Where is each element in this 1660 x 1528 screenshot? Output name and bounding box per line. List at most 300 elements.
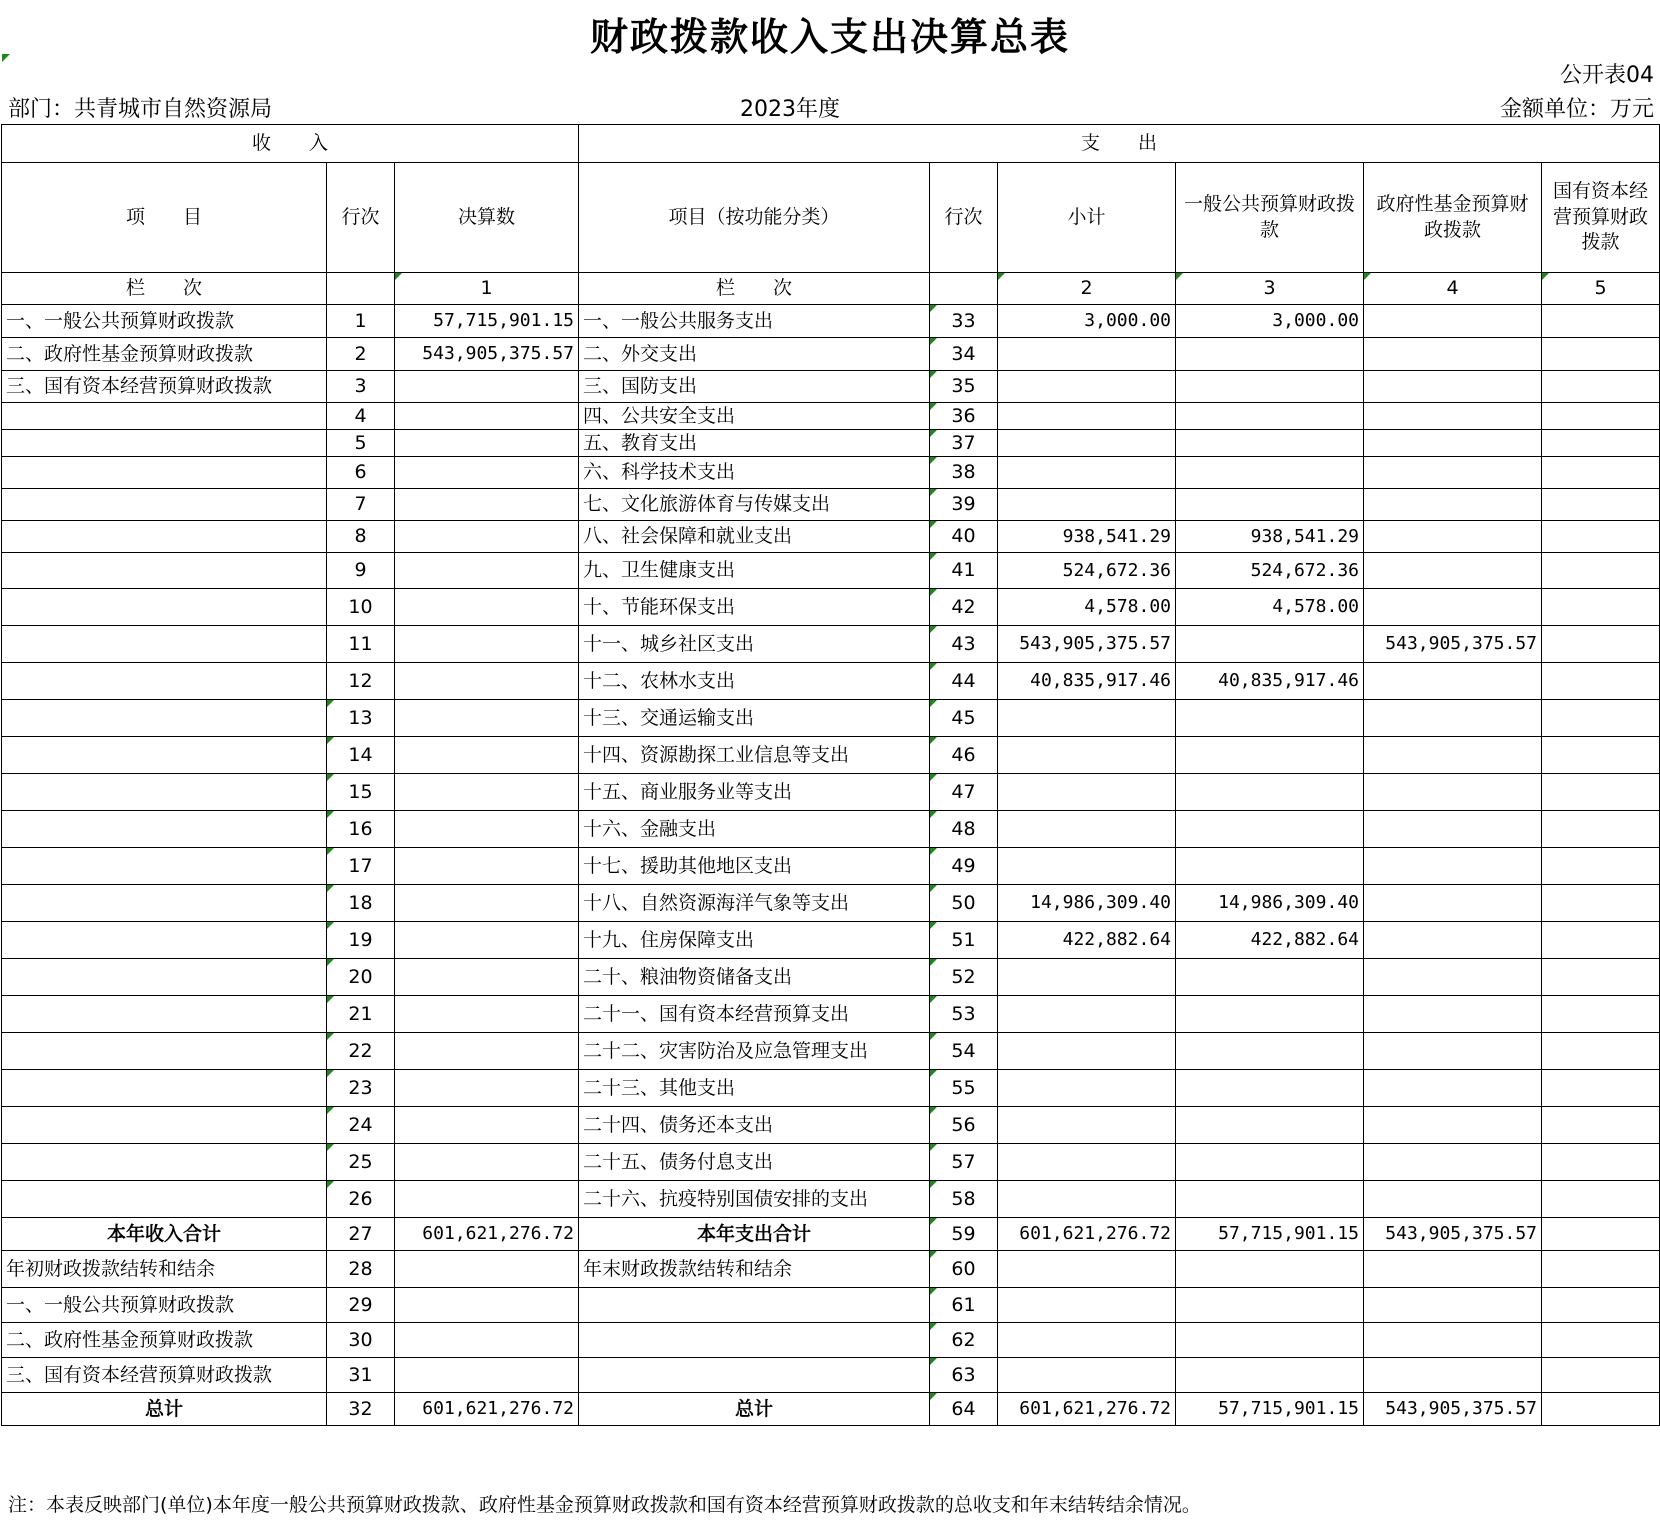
general-budget-cell: [1176, 1358, 1364, 1393]
income-item: [2, 403, 327, 430]
income-row-no: 29: [327, 1288, 395, 1323]
income-amount: [395, 959, 579, 996]
income-item: 总计: [2, 1393, 327, 1426]
general-budget-cell: [1176, 1107, 1364, 1144]
table-row: [2, 1358, 1660, 1393]
expense-item: 十五、商业服务业等支出: [579, 774, 930, 811]
expense-item: 十、节能环保支出: [579, 589, 930, 626]
expense-item: 六、科学技术支出: [579, 457, 930, 489]
gov-fund-cell: [1364, 774, 1542, 811]
expense-item: 十四、资源勘探工业信息等支出: [579, 737, 930, 774]
gov-fund-cell: [1364, 457, 1542, 489]
income-amount: [395, 885, 579, 922]
income-row-no: 22: [327, 1033, 395, 1070]
income-row-no: 31: [327, 1358, 395, 1393]
expense-row-no: 55: [930, 1070, 998, 1107]
income-row-no: 25: [327, 1144, 395, 1181]
gov-fund-cell: [1364, 1107, 1542, 1144]
income-item: [2, 1033, 327, 1070]
subtotal-cell: [998, 1251, 1176, 1288]
general-budget-cell: 938,541.29: [1176, 521, 1364, 553]
expense-item: 二、外交支出: [579, 338, 930, 371]
gov-fund-cell: [1364, 1070, 1542, 1107]
table-row: [2, 700, 1660, 737]
income-item: [2, 1070, 327, 1107]
general-budget-cell: [1176, 1323, 1364, 1358]
gov-fund-cell: [1364, 1251, 1542, 1288]
income-amount: [395, 626, 579, 663]
income-item: 一、一般公共预算财政拨款: [2, 1288, 327, 1323]
expense-row-no: 44: [930, 663, 998, 700]
table-row: [2, 457, 1660, 489]
table-row: [2, 305, 1660, 338]
expense-row-no: 53: [930, 996, 998, 1033]
income-amount: [395, 700, 579, 737]
income-item: [2, 922, 327, 959]
expense-row-no: 62: [930, 1323, 998, 1358]
subtotal-cell: 40,835,917.46: [998, 663, 1176, 700]
income-row-no: 32: [327, 1393, 395, 1426]
income-row-no: 18: [327, 885, 395, 922]
state-capital-cell: [1542, 489, 1660, 521]
state-capital-cell: [1542, 457, 1660, 489]
income-amount: 57,715,901.15: [395, 305, 579, 338]
expense-row-no: 45: [930, 700, 998, 737]
expense-row-no: 57: [930, 1144, 998, 1181]
expense-row-no: 38: [930, 457, 998, 489]
expense-row-no: 54: [930, 1033, 998, 1070]
income-item: [2, 848, 327, 885]
income-amount: [395, 371, 579, 403]
department-label: 部门：共青城市自然资源局: [8, 97, 273, 122]
gov-fund-cell: [1364, 305, 1542, 338]
general-budget-cell: [1176, 489, 1364, 521]
table-row: [2, 1144, 1660, 1181]
subtotal-cell: 543,905,375.57: [998, 626, 1176, 663]
column-index-row: [2, 273, 1660, 305]
table-row: [2, 403, 1660, 430]
gov-fund-cell: [1364, 589, 1542, 626]
expense-item: [579, 1323, 930, 1358]
expense-item: 总计: [579, 1393, 930, 1426]
income-amount: [395, 403, 579, 430]
income-amount: [395, 1107, 579, 1144]
income-row-no: 2: [327, 338, 395, 371]
header-amount: 决算数: [395, 163, 579, 273]
expense-item: [579, 1358, 930, 1393]
income-row-no: 5: [327, 430, 395, 457]
header-general-budget: 一般公共预算财政拨款: [1176, 163, 1364, 273]
income-item: 二、政府性基金预算财政拨款: [2, 338, 327, 371]
income-row-no: 6: [327, 457, 395, 489]
subtotal-cell: [998, 1288, 1176, 1323]
subtotal-cell: 601,621,276.72: [998, 1218, 1176, 1251]
expense-row-no: 48: [930, 811, 998, 848]
subtotal-cell: [998, 489, 1176, 521]
income-item: [2, 885, 327, 922]
header-subtotal: 小计: [998, 163, 1176, 273]
subtotal-cell: 422,882.64: [998, 922, 1176, 959]
expense-item: 十六、金融支出: [579, 811, 930, 848]
general-budget-cell: [1176, 626, 1364, 663]
table-row: [2, 589, 1660, 626]
expense-row-no: 43: [930, 626, 998, 663]
income-row-no: 27: [327, 1218, 395, 1251]
expense-item: 二十二、灾害防治及应急管理支出: [579, 1033, 930, 1070]
expense-row-no: 33: [930, 305, 998, 338]
state-capital-cell: [1542, 589, 1660, 626]
expense-row-no: 64: [930, 1393, 998, 1426]
income-row-no: 21: [327, 996, 395, 1033]
income-item: [2, 663, 327, 700]
state-capital-cell: [1542, 996, 1660, 1033]
expense-item: 本年支出合计: [579, 1218, 930, 1251]
general-budget-cell: 524,672.36: [1176, 553, 1364, 589]
subtotal-cell: [998, 811, 1176, 848]
gov-fund-cell: [1364, 371, 1542, 403]
col-index-3: 3: [1176, 273, 1364, 305]
col-empty-2: [930, 273, 998, 305]
income-amount: [395, 1181, 579, 1218]
income-row-no: 17: [327, 848, 395, 885]
gov-fund-cell: [1364, 663, 1542, 700]
col-label: 栏 次: [2, 273, 327, 305]
expense-item: 年末财政拨款结转和结余: [579, 1251, 930, 1288]
gov-fund-cell: [1364, 1358, 1542, 1393]
expense-item: 五、教育支出: [579, 430, 930, 457]
expense-row-no: 50: [930, 885, 998, 922]
general-budget-cell: [1176, 1288, 1364, 1323]
table-row: [2, 1181, 1660, 1218]
income-item: [2, 811, 327, 848]
expense-item: 二十五、债务付息支出: [579, 1144, 930, 1181]
expense-row-no: 42: [930, 589, 998, 626]
column-header-row: [2, 163, 1660, 273]
general-budget-cell: [1176, 1070, 1364, 1107]
state-capital-cell: [1542, 663, 1660, 700]
income-amount: [395, 521, 579, 553]
income-row-no: 11: [327, 626, 395, 663]
expense-row-no: 40: [930, 521, 998, 553]
income-row-no: 13: [327, 700, 395, 737]
general-budget-cell: [1176, 457, 1364, 489]
page-title: 财政拨款收入支出决算总表: [589, 15, 1070, 59]
income-row-no: 14: [327, 737, 395, 774]
general-budget-cell: [1176, 1251, 1364, 1288]
general-budget-cell: 14,986,309.40: [1176, 885, 1364, 922]
col-index-1: 1: [395, 273, 579, 305]
col-label-2: 栏 次: [579, 273, 930, 305]
table-row: [2, 338, 1660, 371]
state-capital-cell: [1542, 1144, 1660, 1181]
general-budget-cell: 4,578.00: [1176, 589, 1364, 626]
income-item: [2, 521, 327, 553]
expense-row-no: 52: [930, 959, 998, 996]
expense-item: 八、社会保障和就业支出: [579, 521, 930, 553]
state-capital-cell: [1542, 1358, 1660, 1393]
income-amount: [395, 848, 579, 885]
subtotal-cell: [998, 774, 1176, 811]
general-budget-cell: [1176, 1181, 1364, 1218]
income-item: [2, 1181, 327, 1218]
income-row-no: 3: [327, 371, 395, 403]
general-budget-cell: [1176, 959, 1364, 996]
gov-fund-cell: [1364, 1288, 1542, 1323]
income-row-no: 7: [327, 489, 395, 521]
income-amount: 601,621,276.72: [395, 1218, 579, 1251]
income-item: [2, 589, 327, 626]
gov-fund-cell: [1364, 848, 1542, 885]
table-row: [2, 1070, 1660, 1107]
income-row-no: 20: [327, 959, 395, 996]
state-capital-cell: [1542, 737, 1660, 774]
income-amount: 543,905,375.57: [395, 338, 579, 371]
gov-fund-cell: 543,905,375.57: [1364, 1393, 1542, 1426]
income-item: [2, 996, 327, 1033]
income-amount: [395, 553, 579, 589]
general-budget-cell: [1176, 774, 1364, 811]
expense-row-no: 61: [930, 1288, 998, 1323]
gov-fund-cell: [1364, 553, 1542, 589]
expense-item: 一、一般公共服务支出: [579, 305, 930, 338]
header-gov-fund: 政府性基金预算财政拨款: [1364, 163, 1542, 273]
expense-item: 四、公共安全支出: [579, 403, 930, 430]
state-capital-cell: [1542, 811, 1660, 848]
expense-item: 二十、粮油物资储备支出: [579, 959, 930, 996]
state-capital-cell: [1542, 1070, 1660, 1107]
subtotal-cell: [998, 1070, 1176, 1107]
state-capital-cell: [1542, 922, 1660, 959]
table-row: [2, 521, 1660, 553]
gov-fund-cell: 543,905,375.57: [1364, 1218, 1542, 1251]
state-capital-cell: [1542, 1181, 1660, 1218]
expense-row-no: 49: [930, 848, 998, 885]
income-item: [2, 774, 327, 811]
income-amount: [395, 774, 579, 811]
expense-row-no: 36: [930, 403, 998, 430]
income-item: [2, 430, 327, 457]
expense-row-no: 34: [930, 338, 998, 371]
unit-label: 金额单位：万元: [1499, 97, 1654, 122]
income-item: [2, 737, 327, 774]
state-capital-cell: [1542, 521, 1660, 553]
table-row: [2, 553, 1660, 589]
state-capital-cell: [1542, 430, 1660, 457]
table-row: [2, 1323, 1660, 1358]
expense-row-no: 46: [930, 737, 998, 774]
general-budget-cell: [1176, 1033, 1364, 1070]
table-row: [2, 430, 1660, 457]
general-budget-cell: 57,715,901.15: [1176, 1218, 1364, 1251]
table-row: [2, 811, 1660, 848]
header-row-no-2: 行次: [930, 163, 998, 273]
income-item: [2, 489, 327, 521]
income-item: [2, 1144, 327, 1181]
expense-item: 二十四、债务还本支出: [579, 1107, 930, 1144]
income-row-no: 1: [327, 305, 395, 338]
gov-fund-cell: [1364, 737, 1542, 774]
table-row: [2, 996, 1660, 1033]
income-row-no: 23: [327, 1070, 395, 1107]
subtotal-cell: [998, 996, 1176, 1033]
expense-row-no: 59: [930, 1218, 998, 1251]
income-item: [2, 959, 327, 996]
income-row-no: 8: [327, 521, 395, 553]
state-capital-cell: [1542, 338, 1660, 371]
income-amount: [395, 737, 579, 774]
income-item: [2, 1107, 327, 1144]
table-row: [2, 489, 1660, 521]
income-amount: [395, 589, 579, 626]
income-row-no: 4: [327, 403, 395, 430]
subtotal-cell: 601,621,276.72: [998, 1393, 1176, 1426]
subtotal-cell: [998, 1144, 1176, 1181]
expense-item: 十九、住房保障支出: [579, 922, 930, 959]
income-amount: [395, 1070, 579, 1107]
budget-table: [1, 124, 1660, 1426]
income-row-no: 28: [327, 1251, 395, 1288]
header-state-capital: 国有资本经营预算财政拨款: [1542, 163, 1660, 273]
state-capital-cell: [1542, 305, 1660, 338]
income-amount: [395, 922, 579, 959]
state-capital-cell: [1542, 403, 1660, 430]
general-budget-cell: [1176, 371, 1364, 403]
section-header-row: [2, 125, 1660, 163]
gov-fund-cell: [1364, 996, 1542, 1033]
header-row-no: 行次: [327, 163, 395, 273]
subtotal-cell: [998, 403, 1176, 430]
subtotal-cell: [998, 371, 1176, 403]
table-row: [2, 1288, 1660, 1323]
income-amount: [395, 663, 579, 700]
expense-row-no: 37: [930, 430, 998, 457]
subtotal-cell: [998, 430, 1176, 457]
gov-fund-cell: [1364, 430, 1542, 457]
income-row-no: 19: [327, 922, 395, 959]
expense-item: 三、国防支出: [579, 371, 930, 403]
gov-fund-cell: [1364, 959, 1542, 996]
subtotal-cell: 524,672.36: [998, 553, 1176, 589]
state-capital-cell: [1542, 626, 1660, 663]
gov-fund-cell: [1364, 1144, 1542, 1181]
footnote: 注：本表反映部门(单位)本年度一般公共预算财政拨款、政府性基金预算财政拨款和国有资本经营预算财政拨款的总收支和年末结转结余情况。: [8, 1494, 1201, 1516]
expense-header: 支 出: [579, 125, 1660, 163]
state-capital-cell: [1542, 553, 1660, 589]
expense-row-no: 56: [930, 1107, 998, 1144]
subtotal-cell: 4,578.00: [998, 589, 1176, 626]
gov-fund-cell: [1364, 811, 1542, 848]
expense-item: 九、卫生健康支出: [579, 553, 930, 589]
state-capital-cell: [1542, 1323, 1660, 1358]
income-amount: [395, 811, 579, 848]
subtotal-cell: 938,541.29: [998, 521, 1176, 553]
income-row-no: 10: [327, 589, 395, 626]
general-budget-cell: [1176, 996, 1364, 1033]
state-capital-cell: [1542, 1033, 1660, 1070]
expense-item: 十八、自然资源海洋气象等支出: [579, 885, 930, 922]
general-budget-cell: 422,882.64: [1176, 922, 1364, 959]
expense-item: 十三、交通运输支出: [579, 700, 930, 737]
state-capital-cell: [1542, 959, 1660, 996]
state-capital-cell: [1542, 1218, 1660, 1251]
expense-item: 十二、农林水支出: [579, 663, 930, 700]
income-item: 一、一般公共预算财政拨款: [2, 305, 327, 338]
expense-row-no: 63: [930, 1358, 998, 1393]
income-amount: [395, 457, 579, 489]
general-budget-cell: [1176, 338, 1364, 371]
subtotal-cell: [998, 959, 1176, 996]
expense-item: 十七、援助其他地区支出: [579, 848, 930, 885]
table-row: [2, 737, 1660, 774]
subtotal-cell: [998, 700, 1176, 737]
income-item: [2, 457, 327, 489]
income-amount: [395, 1358, 579, 1393]
expense-row-no: 41: [930, 553, 998, 589]
expense-item: 二十三、其他支出: [579, 1070, 930, 1107]
income-amount: [395, 996, 579, 1033]
state-capital-cell: [1542, 1107, 1660, 1144]
income-header: 收 入: [2, 125, 579, 163]
gov-fund-cell: [1364, 885, 1542, 922]
table-row: [2, 1033, 1660, 1070]
income-amount: 601,621,276.72: [395, 1393, 579, 1426]
income-item: 三、国有资本经营预算财政拨款: [2, 1358, 327, 1393]
general-budget-cell: [1176, 811, 1364, 848]
table-row: [2, 1107, 1660, 1144]
income-item: [2, 700, 327, 737]
general-budget-cell: [1176, 848, 1364, 885]
state-capital-cell: [1542, 1288, 1660, 1323]
table-row: [2, 922, 1660, 959]
general-budget-cell: [1176, 430, 1364, 457]
col-index-2: 2: [998, 273, 1176, 305]
table-row: [2, 663, 1660, 700]
table-row: [2, 371, 1660, 403]
income-row-no: 16: [327, 811, 395, 848]
state-capital-cell: [1542, 700, 1660, 737]
subtotal-cell: 14,986,309.40: [998, 885, 1176, 922]
income-amount: [395, 430, 579, 457]
subtotal-cell: 3,000.00: [998, 305, 1176, 338]
subtotal-cell: [998, 1033, 1176, 1070]
expense-item: 二十六、抗疫特别国债安排的支出: [579, 1181, 930, 1218]
subtotal-cell: [998, 848, 1176, 885]
income-row-no: 15: [327, 774, 395, 811]
expense-item: 十一、城乡社区支出: [579, 626, 930, 663]
subtotal-cell: [998, 338, 1176, 371]
general-budget-cell: [1176, 700, 1364, 737]
gov-fund-cell: [1364, 1181, 1542, 1218]
state-capital-cell: [1542, 848, 1660, 885]
expense-item: [579, 1288, 930, 1323]
income-amount: [395, 1144, 579, 1181]
expense-row-no: 51: [930, 922, 998, 959]
gov-fund-cell: [1364, 700, 1542, 737]
subtotal-cell: [998, 457, 1176, 489]
general-budget-cell: 40,835,917.46: [1176, 663, 1364, 700]
income-row-no: 26: [327, 1181, 395, 1218]
table-row: [2, 1251, 1660, 1288]
gov-fund-cell: [1364, 922, 1542, 959]
header-item: 项 目: [2, 163, 327, 273]
income-item: 年初财政拨款结转和结余: [2, 1251, 327, 1288]
income-item: 三、国有资本经营预算财政拨款: [2, 371, 327, 403]
state-capital-cell: [1542, 774, 1660, 811]
table-row: [2, 1218, 1660, 1251]
form-tag: 公开表04: [1560, 63, 1654, 88]
state-capital-cell: [1542, 1393, 1660, 1426]
income-item: 本年收入合计: [2, 1218, 327, 1251]
